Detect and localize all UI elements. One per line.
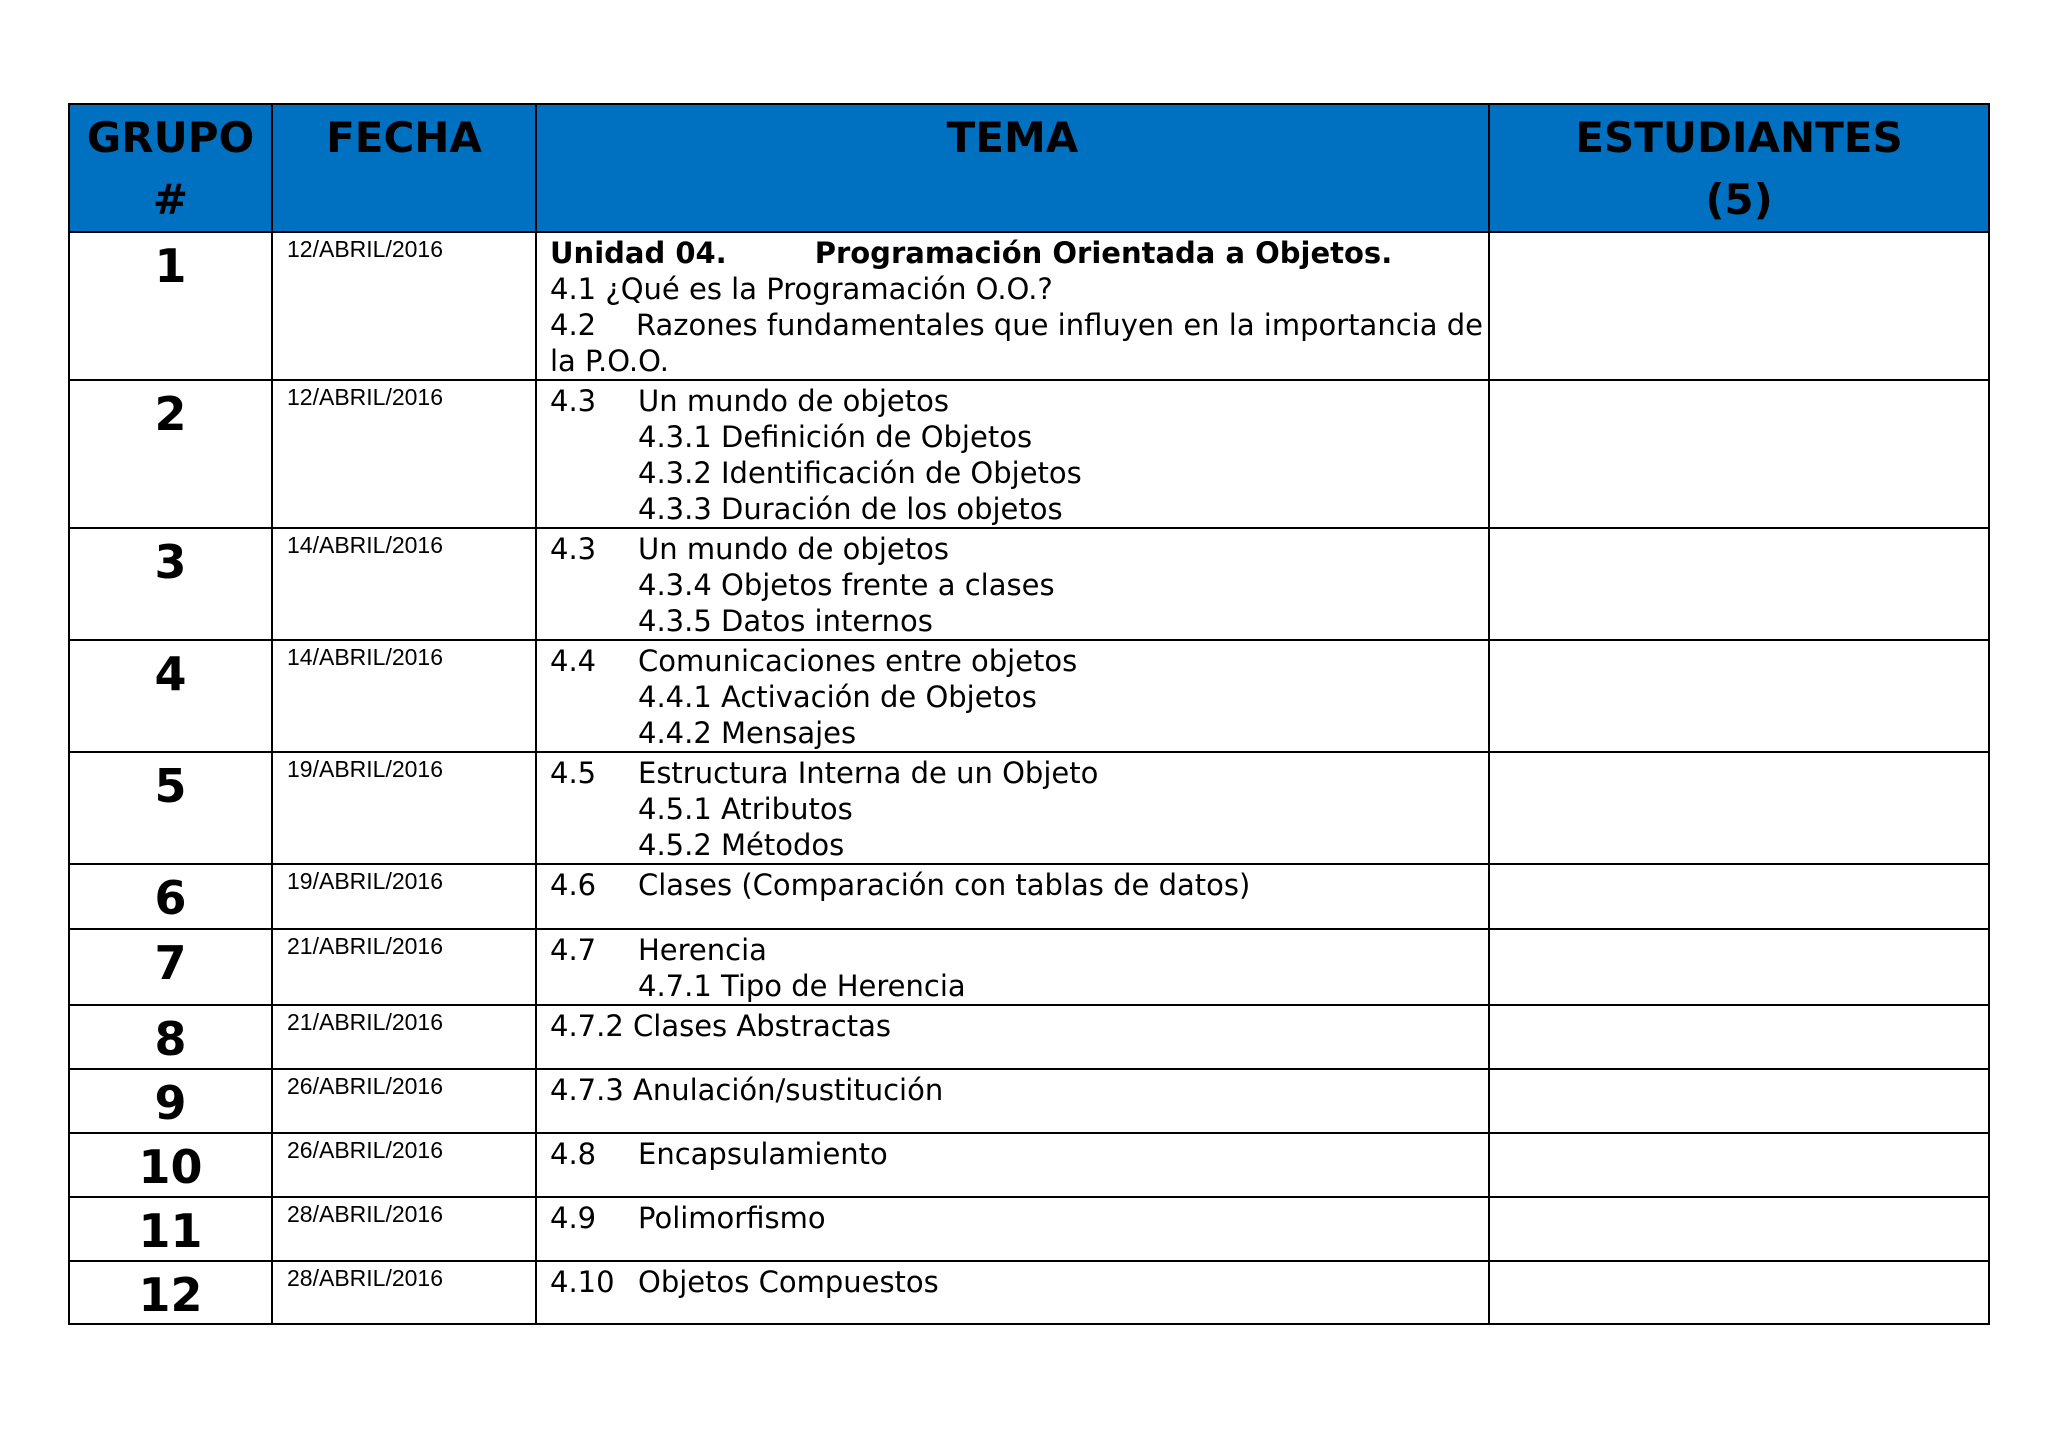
group-date: 14/ABRIL/2016: [272, 640, 536, 752]
group-topic: [536, 640, 1489, 752]
topic-number: 4.9: [550, 1201, 597, 1235]
group-number: 5: [69, 752, 272, 864]
subtopic-line: 4.7.1 Tipo de Herencia: [638, 969, 966, 1003]
students-cell[interactable]: [1489, 1197, 1989, 1261]
group-date: 12/ABRIL/2016: [272, 380, 536, 528]
students-cell[interactable]: [1489, 1005, 1989, 1069]
header-tema-label: TEMA: [946, 113, 1079, 162]
schedule-table: [68, 103, 1990, 1325]
students-cell[interactable]: [1489, 752, 1989, 864]
topic-number: 4.8: [550, 1137, 597, 1171]
subtopic-line: 4.3.4 Objetos frente a clases: [638, 568, 1055, 602]
group-number: 3: [69, 528, 272, 640]
topic-line: 4.1 ¿Qué es la Programación O.O.?: [550, 272, 1053, 306]
students-cell[interactable]: [1489, 380, 1989, 528]
topic-line: [550, 1264, 1478, 1300]
table-row: [69, 864, 1989, 929]
topic-number: 4.7: [550, 933, 597, 967]
header-estudiantes-count: (5): [1705, 175, 1773, 224]
group-number: 4: [69, 640, 272, 752]
group-topic: [536, 528, 1489, 640]
table-row: [69, 1261, 1989, 1324]
header-row: [69, 104, 1989, 232]
table-row: [69, 1005, 1989, 1069]
group-topic: [536, 929, 1489, 1005]
topic-number: 4.6: [550, 868, 597, 902]
table-row: [69, 528, 1989, 640]
topic-line: 4.7.2 Clases Abstractas: [550, 1009, 891, 1043]
students-cell[interactable]: [1489, 528, 1989, 640]
group-date: 28/ABRIL/2016: [272, 1197, 536, 1261]
group-date: 14/ABRIL/2016: [272, 528, 536, 640]
topic-text: Comunicaciones entre objetos: [638, 644, 1078, 678]
header-grupo-num: #: [152, 175, 189, 224]
topic-text: Polimorfismo: [638, 1201, 826, 1235]
group-number: 2: [69, 380, 272, 528]
group-topic: [536, 864, 1489, 929]
topic-text: Herencia: [638, 933, 767, 967]
group-date: 21/ABRIL/2016: [272, 929, 536, 1005]
group-date: 19/ABRIL/2016: [272, 864, 536, 929]
topic-line: [550, 643, 1478, 679]
topic-text: Un mundo de objetos: [638, 532, 949, 566]
topic-number: 4.5: [550, 756, 597, 790]
subtopic-line: 4.3.5 Datos internos: [638, 604, 933, 638]
unit-title: Programación Orientada a Objetos.: [814, 236, 1393, 270]
group-number: 8: [69, 1005, 272, 1069]
table-row: [69, 752, 1989, 864]
topic-line: [550, 1200, 1478, 1236]
students-cell[interactable]: [1489, 929, 1989, 1005]
table-row: [69, 1069, 1989, 1133]
table-row: [69, 1133, 1989, 1197]
header-tema: [536, 104, 1489, 232]
topic-number: 4.4: [550, 644, 597, 678]
students-cell[interactable]: [1489, 864, 1989, 929]
group-number: 6: [69, 864, 272, 929]
topic-text: Encapsulamiento: [638, 1137, 888, 1171]
topic-number: 4.10: [550, 1265, 615, 1299]
topic-line: [550, 307, 1483, 343]
group-number: 12: [69, 1261, 272, 1324]
subtopic-line: 4.4.1 Activación de Objetos: [638, 680, 1037, 714]
group-topic: [536, 1005, 1489, 1069]
students-cell[interactable]: [1489, 1261, 1989, 1324]
unit-heading: [550, 235, 1478, 271]
header-estudiantes-label: ESTUDIANTES: [1575, 113, 1903, 162]
table-row: [69, 232, 1989, 380]
topic-number: 4.2: [550, 308, 597, 342]
group-date: 28/ABRIL/2016: [272, 1261, 536, 1324]
students-cell[interactable]: [1489, 1069, 1989, 1133]
group-number: 9: [69, 1069, 272, 1133]
topic-text: Razones fundamentales que influyen en la importancia de: [636, 308, 1483, 342]
topic-line: [550, 867, 1478, 903]
group-number: 11: [69, 1197, 272, 1261]
topic-number: 4.3: [550, 532, 597, 566]
group-topic: [536, 1261, 1489, 1324]
topic-text: Clases (Comparación con tablas de datos): [638, 868, 1251, 902]
table-row: [69, 380, 1989, 528]
subtopic-line: 4.4.2 Mensajes: [638, 716, 857, 750]
unit-label: Unidad 04.: [550, 236, 727, 270]
table-row: [69, 640, 1989, 752]
group-date: 19/ABRIL/2016: [272, 752, 536, 864]
subtopic-line: 4.3.1 Definición de Objetos: [638, 420, 1033, 454]
group-topic: [536, 380, 1489, 528]
header-grupo-label: GRUPO: [86, 113, 255, 162]
group-topic: [536, 752, 1489, 864]
subtopic-line: 4.3.2 Identificación de Objetos: [638, 456, 1082, 490]
group-topic: [536, 1133, 1489, 1197]
topic-line: 4.7.3 Anulación/sustitución: [550, 1073, 944, 1107]
group-topic: [536, 1069, 1489, 1133]
topic-line: [550, 383, 1478, 419]
header-fecha: [272, 104, 536, 232]
topic-line: [550, 1136, 1478, 1172]
topic-text: Estructura Interna de un Objeto: [638, 756, 1099, 790]
topic-line: la P.O.O.: [550, 344, 669, 378]
subtopic-line: 4.3.3 Duración de los objetos: [638, 492, 1063, 526]
topic-text: Objetos Compuestos: [638, 1265, 939, 1299]
group-topic: [536, 1197, 1489, 1261]
topic-line: [550, 755, 1478, 791]
group-topic: [536, 232, 1489, 380]
topic-number: 4.3: [550, 384, 597, 418]
group-number: 7: [69, 929, 272, 1005]
subtopic-line: 4.5.1 Atributos: [638, 792, 853, 826]
subtopic-line: 4.5.2 Métodos: [638, 828, 845, 862]
topic-line: [550, 932, 1478, 968]
header-estudiantes: [1489, 104, 1989, 232]
topic-line: [550, 531, 1478, 567]
group-number: 10: [69, 1133, 272, 1197]
students-cell[interactable]: [1489, 640, 1989, 752]
students-cell[interactable]: [1489, 1133, 1989, 1197]
students-cell[interactable]: [1489, 232, 1989, 380]
table-row: [69, 929, 1989, 1005]
group-number: 1: [69, 232, 272, 380]
group-date: 21/ABRIL/2016: [272, 1005, 536, 1069]
group-date: 26/ABRIL/2016: [272, 1069, 536, 1133]
header-grupo: [69, 104, 272, 232]
header-fecha-label: FECHA: [326, 113, 482, 162]
topic-text: Un mundo de objetos: [638, 384, 949, 418]
table-row: [69, 1197, 1989, 1261]
group-date: 26/ABRIL/2016: [272, 1133, 536, 1197]
group-date: 12/ABRIL/2016: [272, 232, 536, 380]
